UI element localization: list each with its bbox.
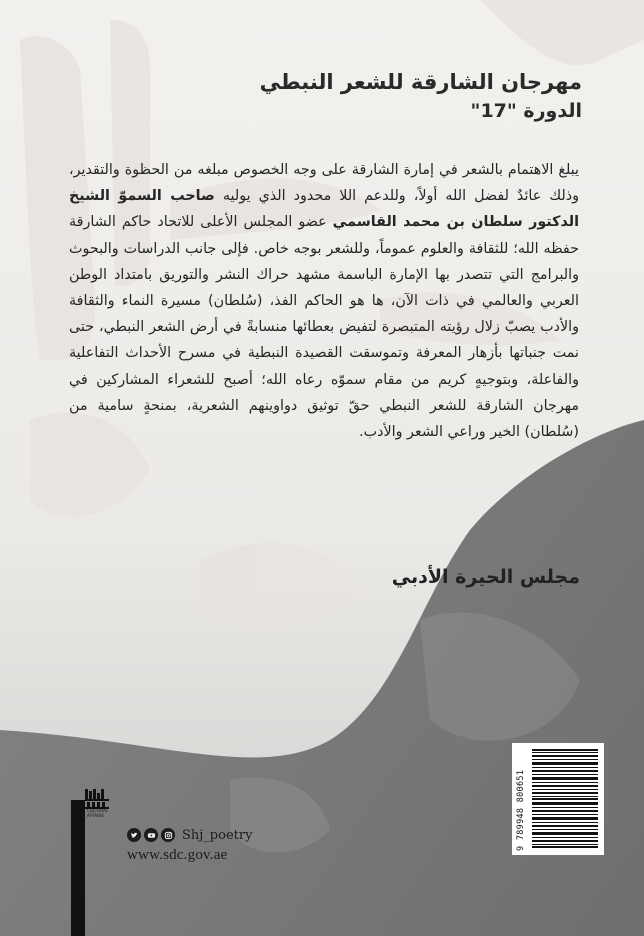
body-text-part-1: يبلغ الاهتمام بالشعر في إمارة الشارقة على وجه الخصوص مبلغه من الحظوة والتقدير، وذلك عائدٌ لفضل الله أولاً، وللدعم اللا محدود الذي يوليه [69,162,579,205]
body-text-bold-name: صاحب السموّ الشيخ الدكتور سلطان بن محمد القاسمي [69,188,579,231]
barcode-number: 9 789948 800651 [516,769,526,851]
social-links [127,826,252,844]
logo-black-bar [71,800,85,936]
isbn-barcode [512,743,604,855]
twitter-icon[interactable] [127,828,141,842]
website-link[interactable]: www.sdc.gov.ae [127,847,228,863]
book-title: مهرجان الشارقة للشعر النبطي [259,70,582,94]
social-handle[interactable]: Shj_poetry [182,827,253,843]
logo-caption [73,808,117,818]
body-paragraph [69,157,579,445]
signature: مجلس الحيرة الأدبي [391,566,580,588]
edition-number: الدورة "17" [470,100,582,122]
barcode-bars [518,749,598,849]
logo-english-text: CULTURAL AFFAIRS [87,808,109,818]
instagram-icon[interactable] [161,828,175,842]
body-text-part-2: عضو المجلس الأعلى للاتحاد حاكم الشارقة حفظه الله؛ للثقافة والعلوم عموماً، وللشعر بوجه خاص. فإلى جانب الدراسات والبحوث والبرامج التي تتصدر بها الإمارة الباسمة مشهد حراك النشر والتوريق بامتداد الوطن العربي والعالمي في ذات الآن، ها هو الحاكم الفذ، (سُلطان) مسيرة النماء والثقافة والأدب يصبّ زلال رؤيته المتبصرة لتفيض بعطائها منسابةً في أرض الشعر النبطي، حتى نمت جنباتها بأزهار المعرفة وتموسقت القصيدة النبطية في مسرح الأحداث التفاعلية والفاعلة، وبتوجيهٍ كريم من مقام سموّه رعاه الله؛ أصبح للشعراء المشاركين في مهرجان الشارقة للشعر النبطي حقّ توثيق دواوينهم الشعرية، بمنحةٍ سامية من (سُلطان) الخير وراعي الشعر والأدب. [69,214,579,441]
youtube-icon[interactable] [144,828,158,842]
